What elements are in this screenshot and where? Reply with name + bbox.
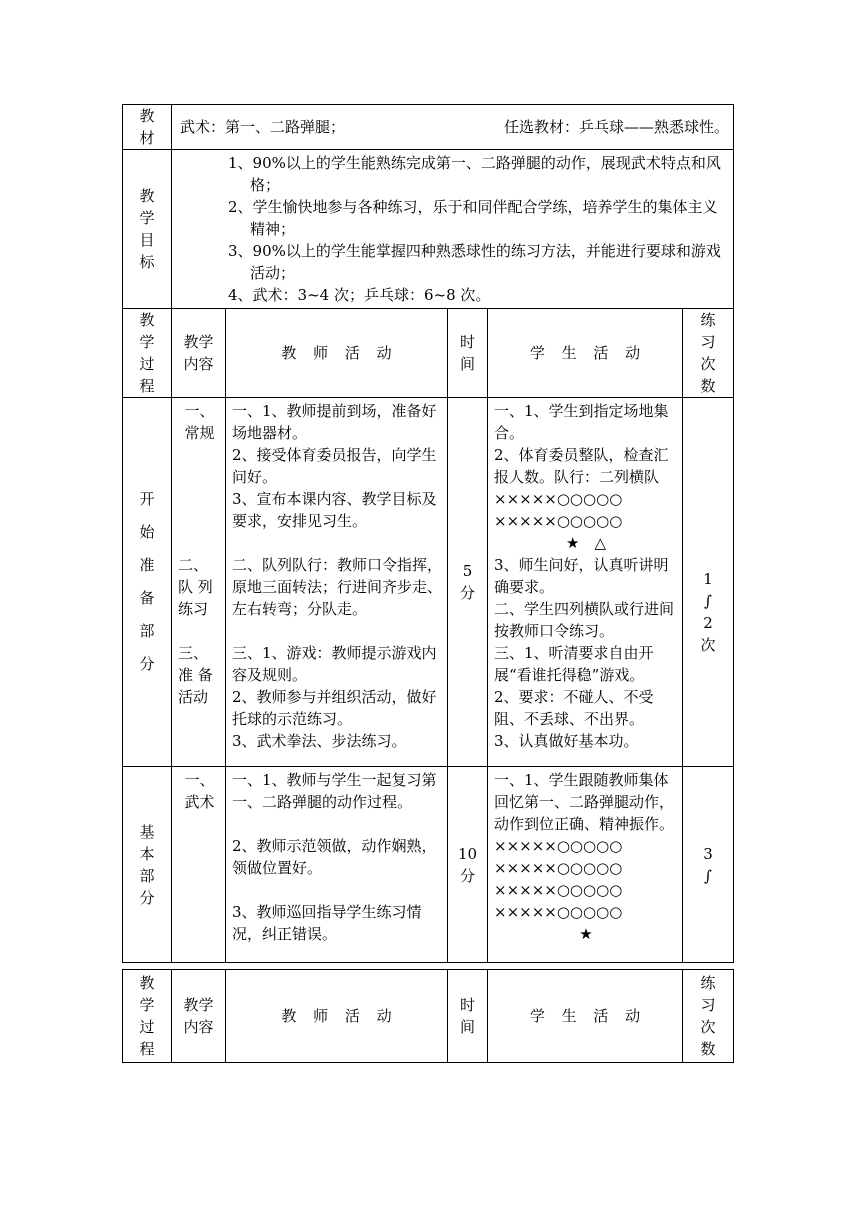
lesson-plan-table	[122, 104, 734, 963]
header-time: 时 间	[448, 970, 488, 1063]
header-process: 教 学 过 程	[123, 309, 172, 398]
formation-row: ×××××○○○○○	[494, 903, 623, 921]
continued-header-row	[123, 970, 734, 1063]
section-warmup-teacher: 一、1、教师提前到场，准备好场地器材。 2、接受体育委员报告，向学生问好。 3、宣布本课内容、教学目标及要求，安排见习生。 二、队列队行：教师口令指挥，原地三面转法；行进间齐步走、左右转弯；分队走。 三、1、游戏：教师提示游戏内容及规则。 2、教师参与并组织活动，做好托球的示范练习。 3、武术拳法、步法练习。	[226, 398, 448, 767]
section-main-student: 一、1、学生跟随教师集体回忆第一、二路弹腿动作，动作到位正确、精神振作。 ×××××○○○○○ ×××××○○○○○ ×××××○○○○○ ×××××○○○○○ ★	[488, 767, 683, 963]
objective-item: 4、武术：3~4 次；乒乓球：6~8 次。	[228, 286, 491, 304]
materials-label: 教 材	[123, 105, 172, 150]
objective-item: 2、学生愉快地参与各种练习，乐于和同伴配合学练，培养学生的集体主义精神；	[228, 198, 718, 238]
objectives-content	[172, 150, 734, 309]
header-teacher: 教 师 活 动	[226, 970, 448, 1063]
objective-item: 1、90%以上的学生能熟练完成第一、二路弹腿的动作，展现武术特点和风格；	[228, 154, 721, 194]
header-teacher: 教 师 活 动	[226, 309, 448, 398]
section-warmup-count: 1 ∫ 2 次	[683, 398, 734, 767]
formation-markers: ★ △	[566, 534, 606, 552]
materials-content	[172, 105, 734, 150]
section-warmup-student: 一、1、学生到指定场地集合。 2、体育委员整队，检查汇报人数。队行：二列横队 ×××××○○○○○ ×××××○○○○○ ★ △ 3、师生问好，认真听讲明确要求。 二、学生四列横队或行进间按教师口令练习。 三、1、听清要求自由开展“看谁托得稳”游戏。 2、要求：不碰人、不受阻、不丢球、不出界。 3、认真做好基本功。	[488, 398, 683, 767]
header-content: 教学 内容	[172, 970, 226, 1063]
materials-optional: 任选教材：乒乓球——熟悉球性。	[504, 118, 730, 136]
header-count: 练 习 次 数	[683, 309, 734, 398]
formation-row: ×××××○○○○○	[494, 859, 623, 877]
teacher-marker: ★	[579, 925, 593, 943]
section-warmup-label: 开 始 准 备 部 分	[123, 398, 172, 767]
section-warmup-row	[123, 398, 734, 767]
section-warmup-contents: 一、 常规 二、 队 列 练习 三、 准 备 活动	[172, 398, 226, 767]
formation-row: ×××××○○○○○	[494, 512, 623, 530]
materials-row	[123, 105, 734, 150]
header-count: 练 习 次 数	[683, 970, 734, 1063]
header-content: 教学 内容	[172, 309, 226, 398]
header-time: 时 间	[448, 309, 488, 398]
section-warmup-time: 5 分	[448, 398, 488, 767]
header-student: 学 生 活 动	[488, 309, 683, 398]
formation-row: ×××××○○○○○	[494, 881, 623, 899]
section-main-row	[123, 767, 734, 963]
section-main-count: 3 ∫	[683, 767, 734, 963]
objective-item: 3、90%以上的学生能掌握四种熟悉球性的练习方法，并能进行要球和游戏活动；	[228, 242, 721, 282]
materials-main: 武术：第一、二路弹腿；	[180, 118, 346, 136]
section-main-teacher: 一、1、教师与学生一起复习第一、二路弹腿的动作过程。 2、教师示范领做，动作娴熟，领做位置好。 3、教师巡回指导学生练习情况，纠正错误。	[226, 767, 448, 963]
section-main-label: 基 本 部 分	[123, 767, 172, 963]
objectives-row	[123, 150, 734, 309]
header-student: 学 生 活 动	[488, 970, 683, 1063]
section-main-contents: 一、 武术	[172, 767, 226, 963]
formation-row: ×××××○○○○○	[494, 837, 623, 855]
section-main-time: 10 分	[448, 767, 488, 963]
process-header-row	[123, 309, 734, 398]
objectives-label: 教 学 目 标	[123, 150, 172, 309]
header-process: 教 学 过 程	[123, 970, 172, 1063]
formation-row: ×××××○○○○○	[494, 490, 623, 508]
continued-table	[122, 969, 734, 1063]
